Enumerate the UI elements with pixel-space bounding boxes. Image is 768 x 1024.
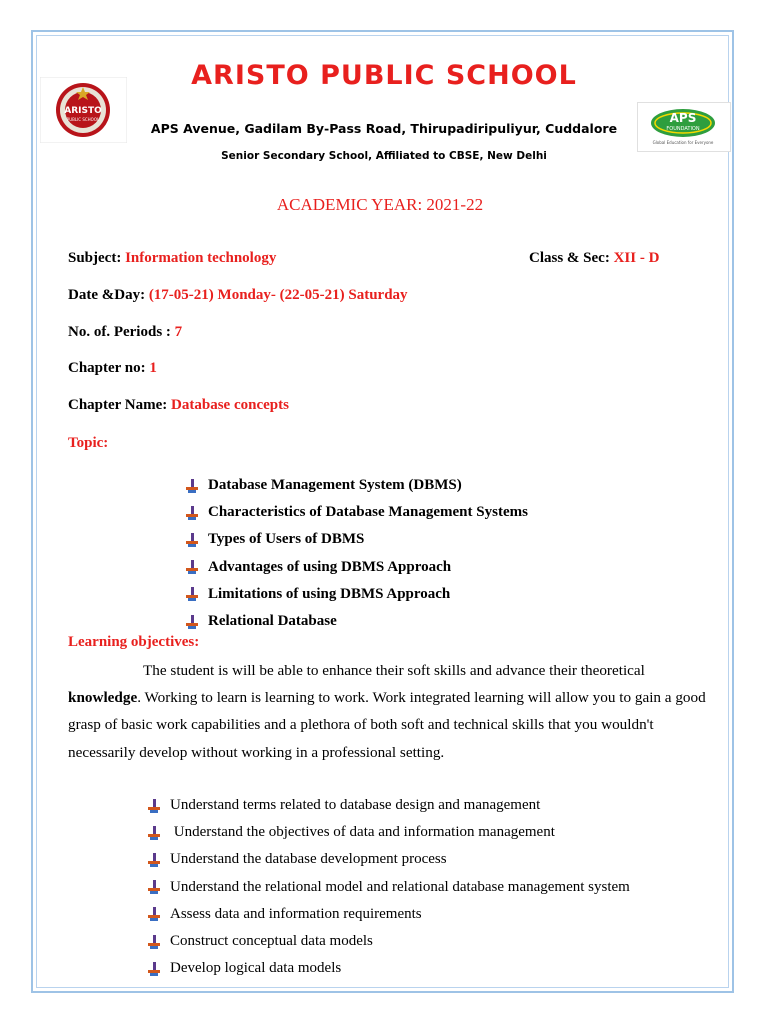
logo-foundation-text: FOUNDATION xyxy=(666,126,700,132)
list-item: Relational Database xyxy=(185,608,528,635)
subject-value: Information technology xyxy=(125,250,277,266)
class-sec-value: XII - D xyxy=(613,250,660,266)
academic-year: ACADEMIC YEAR: 2021-22 xyxy=(276,195,484,214)
chapter-name-value: Database concepts xyxy=(171,397,289,413)
date-day-label: Date &Day: xyxy=(68,287,146,303)
bullet-icon xyxy=(185,479,199,493)
logo-text-bottom: PUBLIC SCHOOL xyxy=(66,117,100,122)
bullet-icon xyxy=(147,880,161,894)
subject-line xyxy=(68,250,276,267)
objectives-paragraph: The student is will be able to enhance their soft skills and advance their theoretical knowledge. Working to learn is learning to work. Work integrated learning will allow you to gain a good grasp of basic work capabilities and a plethora of both soft and technical skills that you wouldn't necessarily develop without working in a professional setting. xyxy=(68,662,706,761)
list-item: Understand the objectives of data and information management xyxy=(147,819,630,846)
logo-tagline: Global Education for Everyone xyxy=(652,140,714,145)
list-item: Advantages of using DBMS Approach xyxy=(185,554,528,581)
logo-text-top: ARISTO xyxy=(64,106,102,116)
date-day-value: (17-05-21) Monday- (22-05-21) Saturday xyxy=(148,287,408,303)
bullet-icon xyxy=(185,587,199,601)
chapter-name-line xyxy=(68,397,289,414)
chapter-no-value: 1 xyxy=(149,360,157,376)
list-item: Understand terms related to database design and management xyxy=(147,792,630,819)
objectives-heading: Learning objectives: xyxy=(68,634,200,650)
school-name: ARISTO PUBLIC SCHOOL xyxy=(191,60,577,91)
list-item: Characteristics of Database Management Systems xyxy=(185,499,528,526)
chapter-no-line xyxy=(68,360,157,377)
periods-value: 7 xyxy=(174,324,183,340)
list-item: Understand the relational model and relational database management system xyxy=(147,874,630,901)
bullet-icon xyxy=(185,533,199,547)
date-day-line xyxy=(68,287,408,304)
chapter-no-label: Chapter no: xyxy=(68,360,146,376)
list-item: Develop logical data models xyxy=(147,955,630,982)
bullet-icon xyxy=(147,799,161,813)
list-item: Construct conceptual data models xyxy=(147,928,630,955)
objectives-list xyxy=(147,792,630,982)
list-item: Understand the database development process xyxy=(147,846,630,873)
bullet-icon xyxy=(185,560,199,574)
bullet-icon xyxy=(147,853,161,867)
topic-heading: Topic: xyxy=(68,435,109,451)
list-item: Types of Users of DBMS xyxy=(185,526,528,553)
class-sec-label: Class & Sec: xyxy=(529,250,610,266)
school-affiliation: Senior Secondary School, Affiliated to CBSE, New Delhi xyxy=(221,150,547,162)
chapter-name-label: Chapter Name: xyxy=(68,397,168,413)
bullet-icon xyxy=(185,506,199,520)
logo-aps-text: APS xyxy=(669,111,697,125)
subject-label: Subject: xyxy=(68,250,122,266)
periods-label: No. of. Periods : xyxy=(68,324,171,340)
bullet-icon xyxy=(147,826,161,840)
list-item: Limitations of using DBMS Approach xyxy=(185,581,528,608)
school-address: APS Avenue, Gadilam By-Pass Road, Thirupadiripuliyur, Cuddalore xyxy=(150,121,618,136)
list-item: Assess data and information requirements xyxy=(147,901,630,928)
class-sec-line xyxy=(529,250,659,267)
topic-list xyxy=(185,472,528,635)
bullet-icon xyxy=(147,907,161,921)
bullet-icon xyxy=(185,615,199,629)
list-item: Database Management System (DBMS) xyxy=(185,472,528,499)
bullet-icon xyxy=(147,935,161,949)
periods-line xyxy=(68,324,182,341)
bullet-icon xyxy=(147,962,161,976)
